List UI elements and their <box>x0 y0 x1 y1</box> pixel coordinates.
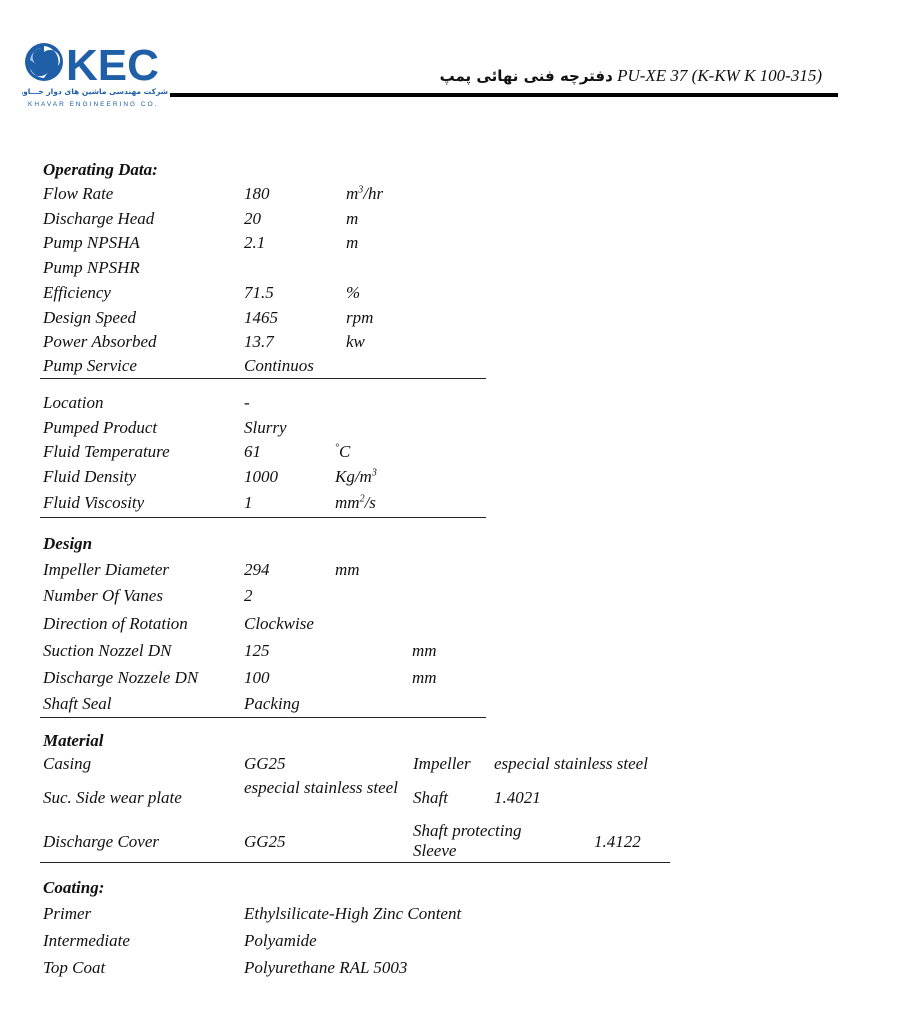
unit-tail: /hr <box>363 184 384 203</box>
unit-text: mm <box>335 493 360 512</box>
row-label: Primer <box>43 904 92 923</box>
unit-superscript: 3 <box>358 184 364 196</box>
company-logo <box>22 38 172 110</box>
unit-text: kw <box>346 332 365 351</box>
section-divider <box>40 862 670 863</box>
section-divider <box>40 378 486 379</box>
row-value: Clockwise <box>244 614 314 633</box>
row-value: Ethylsilicate-High Zinc Content <box>244 904 462 923</box>
row-label: Pumped Product <box>43 418 158 437</box>
row-label: Direction of Rotation <box>43 614 188 633</box>
discharge-cover-label: Discharge Cover <box>43 832 159 851</box>
material-heading: Material <box>43 731 104 750</box>
shaft-label: Shaft <box>413 788 448 807</box>
section-divider <box>40 717 486 718</box>
row-label: Discharge Nozzele DN <box>43 668 199 687</box>
row-unit: mm <box>412 668 437 687</box>
row-label: Fluid Density <box>43 467 137 486</box>
coating-heading: Coating: <box>43 878 105 897</box>
unit-tail: C <box>339 442 351 461</box>
impeller-value: especial stainless steel <box>494 754 648 773</box>
document-title-code: PU-XE 37 (K-KW K 100-315) <box>617 66 822 85</box>
row-label: Intermediate <box>43 931 130 950</box>
wear-plate-label: Suc. Side wear plate <box>43 788 182 807</box>
header-rule <box>170 93 838 97</box>
row-value: 1465 <box>244 308 278 327</box>
row-label: Impeller Diameter <box>43 560 170 579</box>
unit-superscript: ° <box>335 442 339 454</box>
row-unit <box>346 332 365 352</box>
unit-text: m <box>346 184 359 203</box>
row-value: 2.1 <box>244 233 266 252</box>
unit-text: m <box>346 233 359 252</box>
row-unit: mm <box>335 560 360 579</box>
row-label: Pump Service <box>43 356 137 375</box>
row-value: 20 <box>244 209 261 228</box>
row-unit <box>346 233 358 253</box>
row-label: Design Speed <box>43 308 137 327</box>
row-value: 294 <box>244 560 270 579</box>
row-unit <box>346 184 383 204</box>
shaft-sleeve-label: Shaft protecting Sleeve <box>413 821 522 860</box>
design-heading: Design <box>43 534 93 553</box>
wear-plate-value: especial stainless steel <box>244 778 398 797</box>
row-value: 1000 <box>244 467 278 486</box>
row-label: Fluid Temperature <box>43 442 170 461</box>
row-value: 100 <box>244 668 270 687</box>
row-value: Polyamide <box>244 931 317 950</box>
unit-text: m <box>346 209 359 228</box>
unit-superscript: 2 <box>359 493 365 505</box>
row-value: Packing <box>244 694 300 713</box>
discharge-cover-value: GG25 <box>244 832 286 851</box>
document-title <box>440 66 822 86</box>
logo-subtitle-fa: شرکت مهندسی ماشین های دوار خـــاور <box>22 87 168 96</box>
row-unit <box>346 308 373 328</box>
unit-text: rpm <box>346 308 374 327</box>
row-label: Efficiency <box>43 283 111 302</box>
operating-heading: Operating Data: <box>43 160 158 179</box>
unit-superscript: 3 <box>371 467 377 479</box>
row-unit <box>335 493 376 513</box>
unit-text: Kg/m <box>335 467 372 486</box>
row-label: Location <box>43 393 104 412</box>
shaft-value: 1.4021 <box>494 788 541 807</box>
row-label: Suction Nozzel DN <box>43 641 172 660</box>
row-unit <box>335 442 350 462</box>
row-label: Number Of Vanes <box>43 586 163 605</box>
row-unit <box>335 467 377 487</box>
unit-tail: /s <box>364 493 376 512</box>
row-label: Pump NPSHR <box>43 258 140 277</box>
section-divider <box>40 517 486 518</box>
logo-text: KEC <box>66 41 159 90</box>
row-label: Power Absorbed <box>43 332 157 351</box>
row-label: Shaft Seal <box>43 694 112 713</box>
document-title-fa: دفترچه فنی نهائی پمپ <box>439 67 613 85</box>
row-value: 71.5 <box>244 283 274 302</box>
logo-subtitle-en: KHAVAR ENGINEERING CO. <box>28 101 159 108</box>
row-label: Discharge Head <box>43 209 155 228</box>
row-value: 61 <box>244 442 261 461</box>
row-value: 1 <box>244 493 253 512</box>
shaft-sleeve-value: 1.4122 <box>594 832 641 851</box>
row-value: 180 <box>244 184 270 203</box>
row-value: - <box>244 393 250 412</box>
casing-value: GG25 <box>244 754 286 773</box>
row-value: 2 <box>244 586 253 605</box>
casing-label: Casing <box>43 754 92 773</box>
row-value: 13.7 <box>244 332 274 351</box>
row-unit <box>346 209 358 229</box>
impeller-label: Impeller <box>413 754 471 773</box>
row-value: Polyurethane RAL 5003 <box>244 958 408 977</box>
row-unit: mm <box>412 641 437 660</box>
row-label: Top Coat <box>43 958 106 977</box>
unit-text: % <box>346 283 361 302</box>
row-label: Fluid Viscosity <box>43 493 145 512</box>
row-unit <box>346 283 360 303</box>
row-label: Flow Rate <box>43 184 114 203</box>
row-value: Continuos <box>244 356 314 375</box>
row-value: 125 <box>244 641 270 660</box>
row-label: Pump NPSHA <box>43 233 140 252</box>
row-value: Slurry <box>244 418 287 437</box>
